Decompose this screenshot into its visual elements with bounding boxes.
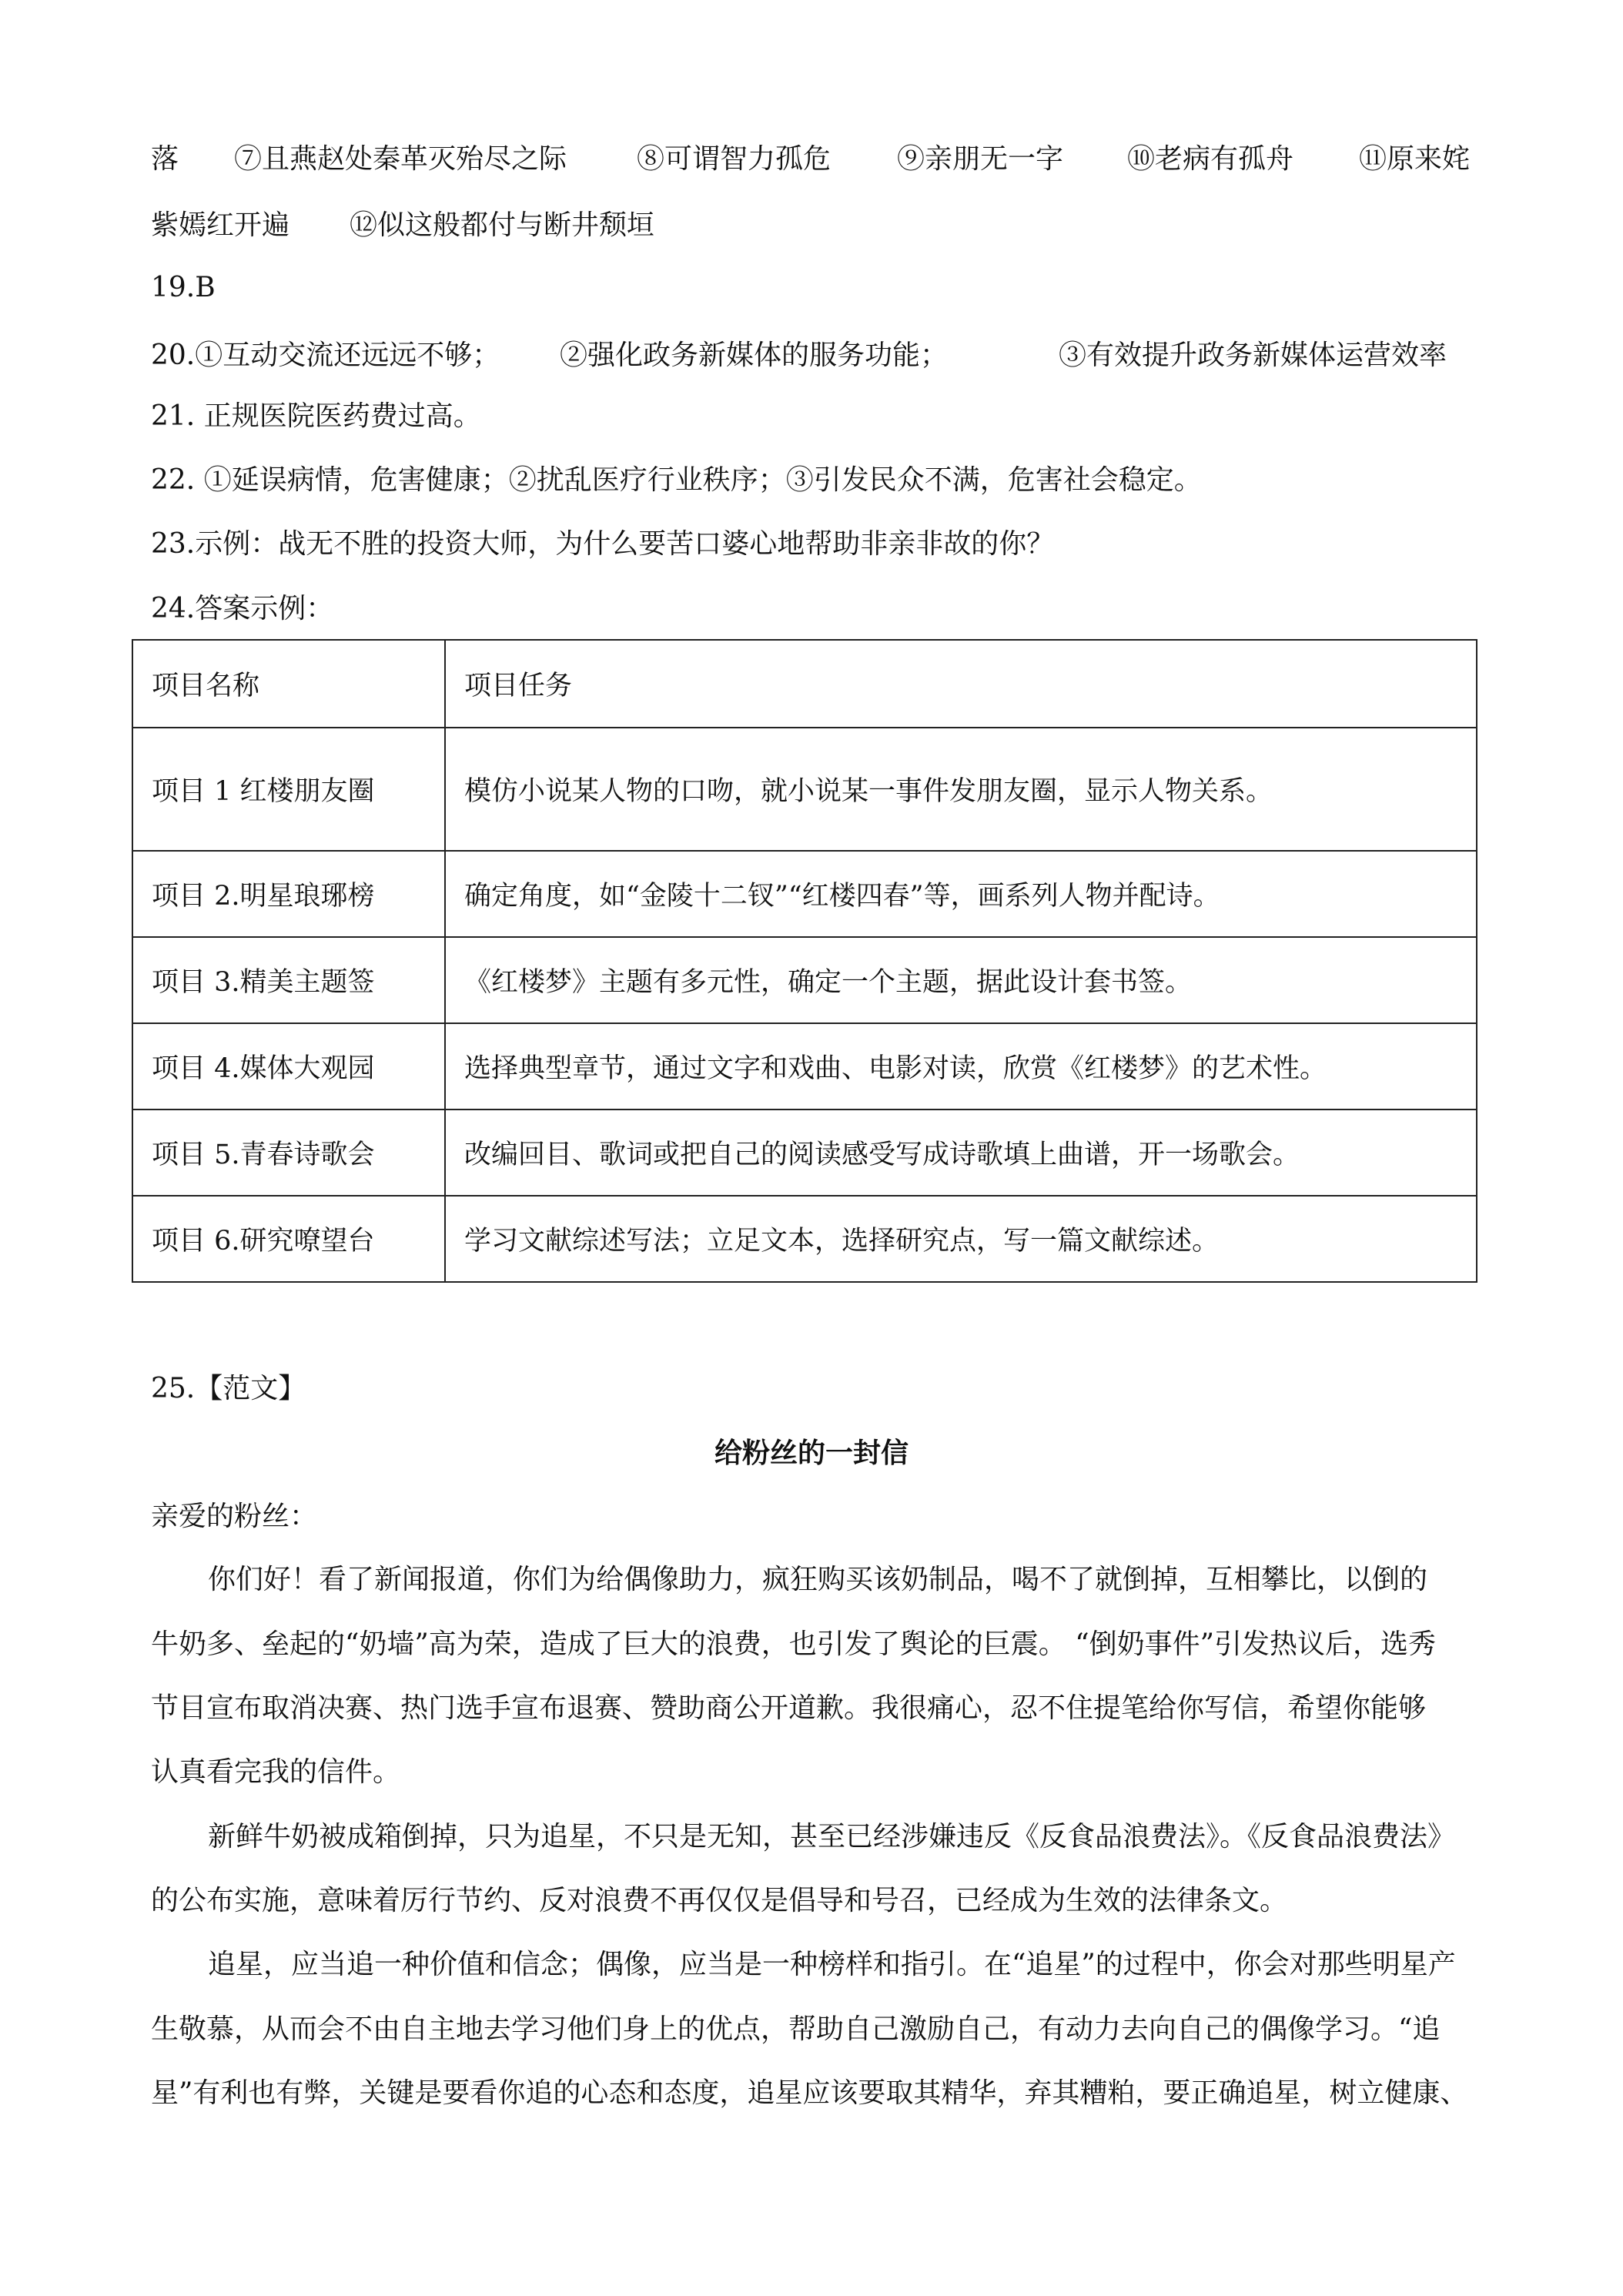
- answer-22: 22. ①延误病情，危害健康；②扰乱医疗行业秩序；③引发民众不满，危害社会稳定。: [151, 464, 1202, 496]
- answer-20-part-1: 20.①互动交流还远远不够；: [151, 340, 500, 371]
- answer-25-label: 25.【范文】: [151, 1373, 306, 1404]
- project-name-cell: 项目 5.青春诗歌会: [132, 1110, 445, 1196]
- answer-18-text: 紫嫣红开遍: [151, 209, 290, 241]
- project-table: [132, 639, 1477, 1283]
- answer-20-part-3: ③有效提升政务新媒体运营效率: [1059, 340, 1447, 371]
- paragraph-line: 节目宣布取消决赛、热门选手宣布退赛、赞助商公开道歉。我很痛心，忍不住提笔给你写信，希望你能够: [151, 1692, 1427, 1724]
- column-header-task: 项目任务: [445, 640, 1477, 728]
- answer-18-item-12: ⑫似这般都付与断井颓垣: [350, 209, 655, 241]
- answer-18-item-8: ⑧可谓智力孤危: [637, 143, 832, 175]
- project-task-cell: 学习文献综述写法；立足文本，选择研究点，写一篇文献综述。: [445, 1196, 1477, 1282]
- table-row: [132, 851, 1477, 937]
- answer-18-item-11: ⑪原来姹: [1359, 143, 1471, 175]
- paragraph-line: 的公布实施，意味着厉行节约、反对浪费不再仅仅是倡导和号召，已经成为生效的法律条文。: [151, 1885, 1288, 1916]
- answer-18-item-9: ⑨亲朋无一字: [897, 143, 1064, 175]
- project-name-cell: 项目 1 红楼朋友圈: [132, 728, 445, 851]
- paragraph-line: 你们好！看了新闻报道，你们为给偶像助力，疯狂购买该奶制品，喝不了就倒掉，互相攀比，以倒的: [208, 1564, 1428, 1595]
- table-row: [132, 1196, 1477, 1282]
- paragraph-line: 认真看完我的信件。: [151, 1756, 401, 1788]
- paragraph-line: 牛奶多、垒起的“奶墙”高为荣，造成了巨大的浪费，也引发了舆论的巨震。 “倒奶事件”引发热议后，选秀: [151, 1628, 1437, 1660]
- paragraph-line: 星”有利也有弊，关键是要看你追的心态和态度，追星应该要取其精华，弃其糟粕，要正确追星，树立健康、: [151, 2077, 1468, 2109]
- project-task-cell: 改编回目、歌词或把自己的阅读感受写成诗歌填上曲谱，开一场歌会。: [445, 1110, 1477, 1196]
- table-header-row: [132, 640, 1477, 728]
- answer-19: 19.B: [151, 272, 216, 303]
- essay-title: 给粉丝的一封信: [714, 1437, 909, 1469]
- project-name-cell: 项目 3.精美主题签: [132, 937, 445, 1023]
- project-name-cell: 项目 2.明星琅琊榜: [132, 851, 445, 937]
- essay-salutation: 亲爱的粉丝：: [151, 1501, 318, 1532]
- paragraph-line: 生敬慕，从而会不由自主地去学习他们身上的优点，帮助自己激励自己，有动力去向自己的偶像学习。“追: [151, 2013, 1441, 2045]
- table-row: [132, 728, 1477, 851]
- answer-18-item-7: ⑦且燕赵处秦革灭殆尽之际: [234, 143, 567, 175]
- project-task-cell: 模仿小说某人物的口吻，就小说某一事件发朋友圈，显示人物关系。: [445, 728, 1477, 851]
- project-task-cell: 确定角度，如“金陵十二钗”“红楼四春”等，画系列人物并配诗。: [445, 851, 1477, 937]
- project-name-cell: 项目 6.研究嘹望台: [132, 1196, 445, 1282]
- answer-18-item-10: ⑩老病有孤舟: [1127, 143, 1294, 175]
- project-task-cell: 《红楼梦》主题有多元性，确定一个主题，据此设计套书签。: [445, 937, 1477, 1023]
- project-name-cell: 项目 4.媒体大观园: [132, 1023, 445, 1110]
- answer-18-text: 落: [151, 143, 179, 175]
- answer-20-part-2: ②强化政务新媒体的服务功能；: [560, 340, 949, 371]
- table-row: [132, 1023, 1477, 1110]
- table-row: [132, 1110, 1477, 1196]
- table-row: [132, 937, 1477, 1023]
- paragraph-line: 新鲜牛奶被成箱倒掉，只为追星，不只是无知，甚至已经涉嫌违反《反食品浪费法》。《反食品浪费法》: [208, 1821, 1456, 1853]
- project-task-cell: 选择典型章节，通过文字和戏曲、电影对读，欣赏《红楼梦》的艺术性。: [445, 1023, 1477, 1110]
- answer-24-intro: 24.答案示例：: [151, 593, 334, 624]
- answer-21: 21. 正规医院医药费过高。: [151, 400, 481, 432]
- paragraph-line: 追星，应当追一种价值和信念；偶像，应当是一种榜样和指引。在“追星”的过程中，你会对那些明星产: [208, 1949, 1456, 1980]
- answer-23: 23.示例：战无不胜的投资大师，为什么要苦口婆心地帮助非亲非故的你？: [151, 528, 1055, 560]
- column-header-name: 项目名称: [132, 640, 445, 728]
